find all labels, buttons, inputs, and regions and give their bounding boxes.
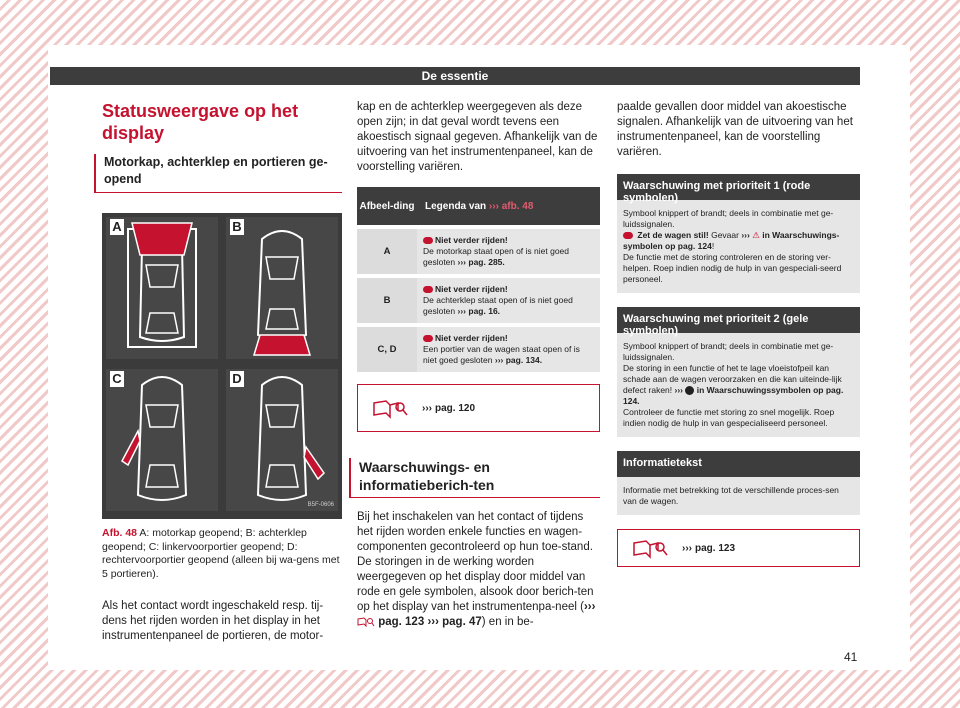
row-text: De achterklep staat open of is niet goed gesloten [423, 295, 573, 316]
column-3 [617, 100, 860, 567]
car-trunk-open-icon [226, 217, 338, 359]
panel-letter-b: B [230, 219, 244, 235]
car-left-door-open-icon [106, 369, 218, 511]
p1-gevaar: Gevaar [711, 230, 739, 240]
caption-text: A: motorkap geopend; B: achterklep geopend; C: linkervoorportier geopend; D: rechtervoorportier geopend (alleen bij wa-gens met 5 portieren). [102, 527, 340, 580]
row-key: C, D [357, 325, 417, 372]
book-reference-box-2 [617, 529, 860, 567]
body-text-1: Als het contact wordt ingeschakeld resp. tij-dens het rijden worden in het display in het instrumentenpaneel de portieren, de motor- [102, 600, 324, 642]
table-header-ref[interactable]: afb. 48 [501, 200, 534, 212]
info-circle-icon [685, 386, 694, 395]
warning-lamp-icon [623, 232, 633, 239]
priority-1-box [617, 174, 860, 293]
table-row [357, 227, 600, 276]
panel-a [106, 217, 218, 359]
row-arrow: ››› [457, 306, 467, 316]
row-arrow: ››› [457, 257, 467, 267]
figure-code: B5F-0606 [307, 502, 334, 508]
priority-1-body: Symbool knippert of brandt; deels in combinatie met ge-luidssignalen. Zet de wagen stil! Gevaar ››› ⚠ in Waarschuwings-symbolen op pag. 124! De functie met de storing controleren en de storing ver-helpen. Roep indien nodig de hulp in van gespeciali-seerd personeel. [617, 200, 860, 293]
subsection-title: Motorkap, achterklep en portieren ge-opend [94, 154, 342, 193]
column-2 [357, 100, 600, 630]
table-row [357, 325, 600, 372]
table-header-arrow: ››› [488, 200, 502, 212]
warning-lamp-icon [423, 237, 433, 244]
row-ref[interactable]: pag. 285. [468, 257, 505, 267]
caption-ref: Afb. 48 [102, 527, 138, 539]
table-header-image: Afbeel-ding [357, 187, 417, 227]
row-content [417, 325, 600, 372]
p1-line1: Symbool knippert of brandt; deels in combinatie met ge-luidssignalen. [623, 208, 834, 229]
panel-letter-d: D [230, 371, 244, 387]
table-header-legend-text: Legenda van [425, 200, 487, 212]
section-heading: Waarschuwings- en informatieberich-ten [349, 458, 600, 498]
priority-2-box [617, 307, 860, 437]
body-text-3-end: ) en in be- [481, 616, 534, 628]
info-text-body: Informatie met betrekking tot de verschillende proces-sen van de wagen. [617, 477, 860, 515]
row-title: Niet verder rijden! [435, 235, 508, 245]
p1-arrow: ››› [741, 230, 750, 240]
body-text-2: kap en de achterklep weergegeven als deze open zijn; in dat geval wordt tevens een akoestisch signaal gegeven. Afhankelijk van de uitvoering van het instrumentenpaneel, kan de voorstelling variëren. [357, 101, 598, 173]
ref-arrow: ››› [583, 601, 596, 613]
row-title: Niet verder rijden! [435, 333, 508, 343]
p2-line2: De storing in een functie of het te lage vloeistofpeil kan schade aan de wagen veroorzaken en die kan uiteinde-lijk defect raken! [623, 363, 842, 395]
inline-ref-2[interactable]: pag. 47 [442, 616, 482, 628]
ref-arrow: ››› [427, 616, 439, 628]
row-ref[interactable]: pag. 16. [468, 306, 501, 316]
warning-lamp-icon [423, 286, 433, 293]
priority-2-body [617, 333, 860, 437]
section-title: Statusweergave op het display [102, 101, 299, 143]
priority-2-heading: Waarschuwing met prioriteit 2 (gele symbolen) [617, 307, 860, 333]
body-text-3-main: Bij het inschakelen van het contact of tijdens het rijden worden enkele functies en wagen-componenten gecontroleerd op hun toe-stand. De storingen in de werking worden weergegeven op het display door middel van rode en gele symbolen, alsook door berich-ten op het display van het instrumentenpa-neel ( [357, 511, 594, 613]
book-ref-link-2[interactable]: pag. 123 [695, 542, 736, 554]
body-text-4: paalde gevallen door middel van akoestische signalen. Afhankelijk van de uitvoering van het instrumentenpaneel, kan de voorstelling variëren. [617, 101, 853, 158]
panel-b [226, 217, 338, 359]
panel-letter-a: A [110, 219, 124, 235]
book-reference-box [357, 384, 600, 432]
row-text: De motorkap staat open of is niet goed gesloten [423, 246, 570, 267]
book-ref-arrow: ››› [682, 542, 692, 554]
row-key: B [357, 276, 417, 325]
book-magnifier-icon [372, 397, 408, 419]
row-text: Een portier van de wagen staat open of is niet goed gesloten [423, 344, 580, 365]
warning-triangle-icon: ⚠ [752, 230, 760, 240]
p2-symref[interactable]: in Waarschuwingssymbolen op pag. 124. [623, 385, 844, 406]
book-ref-arrow: ››› [422, 402, 432, 414]
car-hood-open-icon [106, 217, 218, 359]
panel-letter-c: C [110, 371, 124, 387]
book-ref-link[interactable]: pag. 120 [435, 402, 476, 414]
row-ref[interactable]: pag. 134. [505, 355, 543, 365]
column-1 [102, 100, 342, 644]
body-text-3 [357, 510, 600, 630]
p2-line1: Symbool knippert of brandt; deels in combinatie met ge-luidssignalen. [623, 341, 834, 362]
panel-c [106, 369, 218, 511]
figure-caption [102, 527, 342, 581]
priority-1-heading: Waarschuwing met prioriteit 1 (rode symbolen) [617, 174, 860, 200]
row-content [417, 227, 600, 276]
book-magnifier-icon [632, 537, 668, 559]
page-number: 41 [844, 650, 858, 664]
info-text-box [617, 451, 860, 515]
p1-symref[interactable]: in Waarschuwings-symbolen op pag. 124 [623, 230, 840, 251]
p2-arrow: ››› [674, 385, 684, 395]
chapter-header: De essentie [50, 67, 860, 85]
table-row [357, 276, 600, 325]
panel-d [226, 369, 338, 511]
p1-stop: Zet de wagen stil! [637, 230, 709, 240]
row-key: A [357, 227, 417, 276]
row-content [417, 276, 600, 325]
p2-line3: Controleer de functie met storing zo snel mogelijk. Roep indien nodig de hulp in van gespecialiseerd personeel. [623, 407, 835, 428]
figure-48 [102, 213, 342, 519]
inline-ref-1[interactable]: pag. 123 [378, 616, 425, 628]
legend-table [357, 187, 600, 372]
p1-line3: De functie met de storing controleren en de storing ver-helpen. Roep indien nodig de hulp in van gespeciali-seerd personeel. [623, 252, 842, 284]
book-magnifier-inline-icon [357, 616, 375, 627]
info-text-heading: Informatietekst [617, 451, 860, 477]
row-title: Niet verder rijden! [435, 284, 508, 294]
table-header-legend [417, 187, 600, 227]
warning-lamp-icon [423, 335, 433, 342]
car-right-door-open-icon [226, 369, 338, 511]
row-arrow: ››› [494, 355, 504, 365]
